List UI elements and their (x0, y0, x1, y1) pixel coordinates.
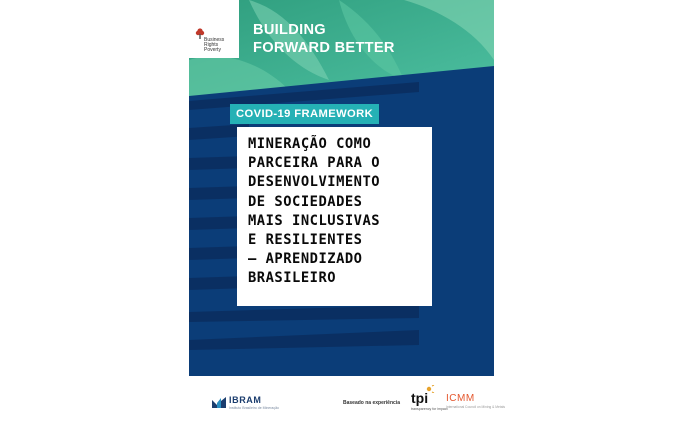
ibram-subtitle: Instituto Brasileiro de Mineração (229, 406, 279, 410)
title-line: DESENVOLVIMENTO (248, 174, 381, 191)
headline-line: BUILDING (253, 22, 326, 38)
ibram-mark-icon (212, 397, 226, 408)
title-line: BRASILEIRO (248, 270, 337, 287)
headline-line: FORWARD BETTER (253, 40, 395, 56)
title-line: MAIS INCLUSIVAS (248, 212, 381, 229)
framework-tag: COVID-19 FRAMEWORK (230, 104, 379, 124)
publisher-logo-text (204, 38, 238, 54)
title-line: PARCEIRA PARA O (248, 155, 381, 172)
logo-line: Business (204, 37, 225, 43)
tpi-name: tpi (411, 390, 429, 406)
report-title (248, 135, 380, 289)
ibram-name: IBRAM (229, 395, 262, 405)
icmm-name: ICMM (446, 393, 475, 404)
title-line: MINERAÇÃO COMO (248, 136, 372, 152)
logo-line: Rights (204, 42, 219, 49)
cover-headline (253, 21, 395, 57)
title-card (237, 127, 432, 306)
title-line: – APRENDIZADO (248, 251, 363, 268)
publisher-logo (189, 0, 239, 58)
tpi-subtitle: transparency for impact (411, 407, 448, 411)
title-line: DE SOCIEDADES (248, 193, 363, 210)
icmm-subtitle: International Council on Mining & Metals (446, 405, 506, 409)
based-on-label: Baseado na experiência (343, 400, 400, 406)
logo-line: Poverty (204, 47, 221, 54)
title-line: E RESILIENTES (248, 232, 363, 249)
report-cover (189, 0, 494, 376)
